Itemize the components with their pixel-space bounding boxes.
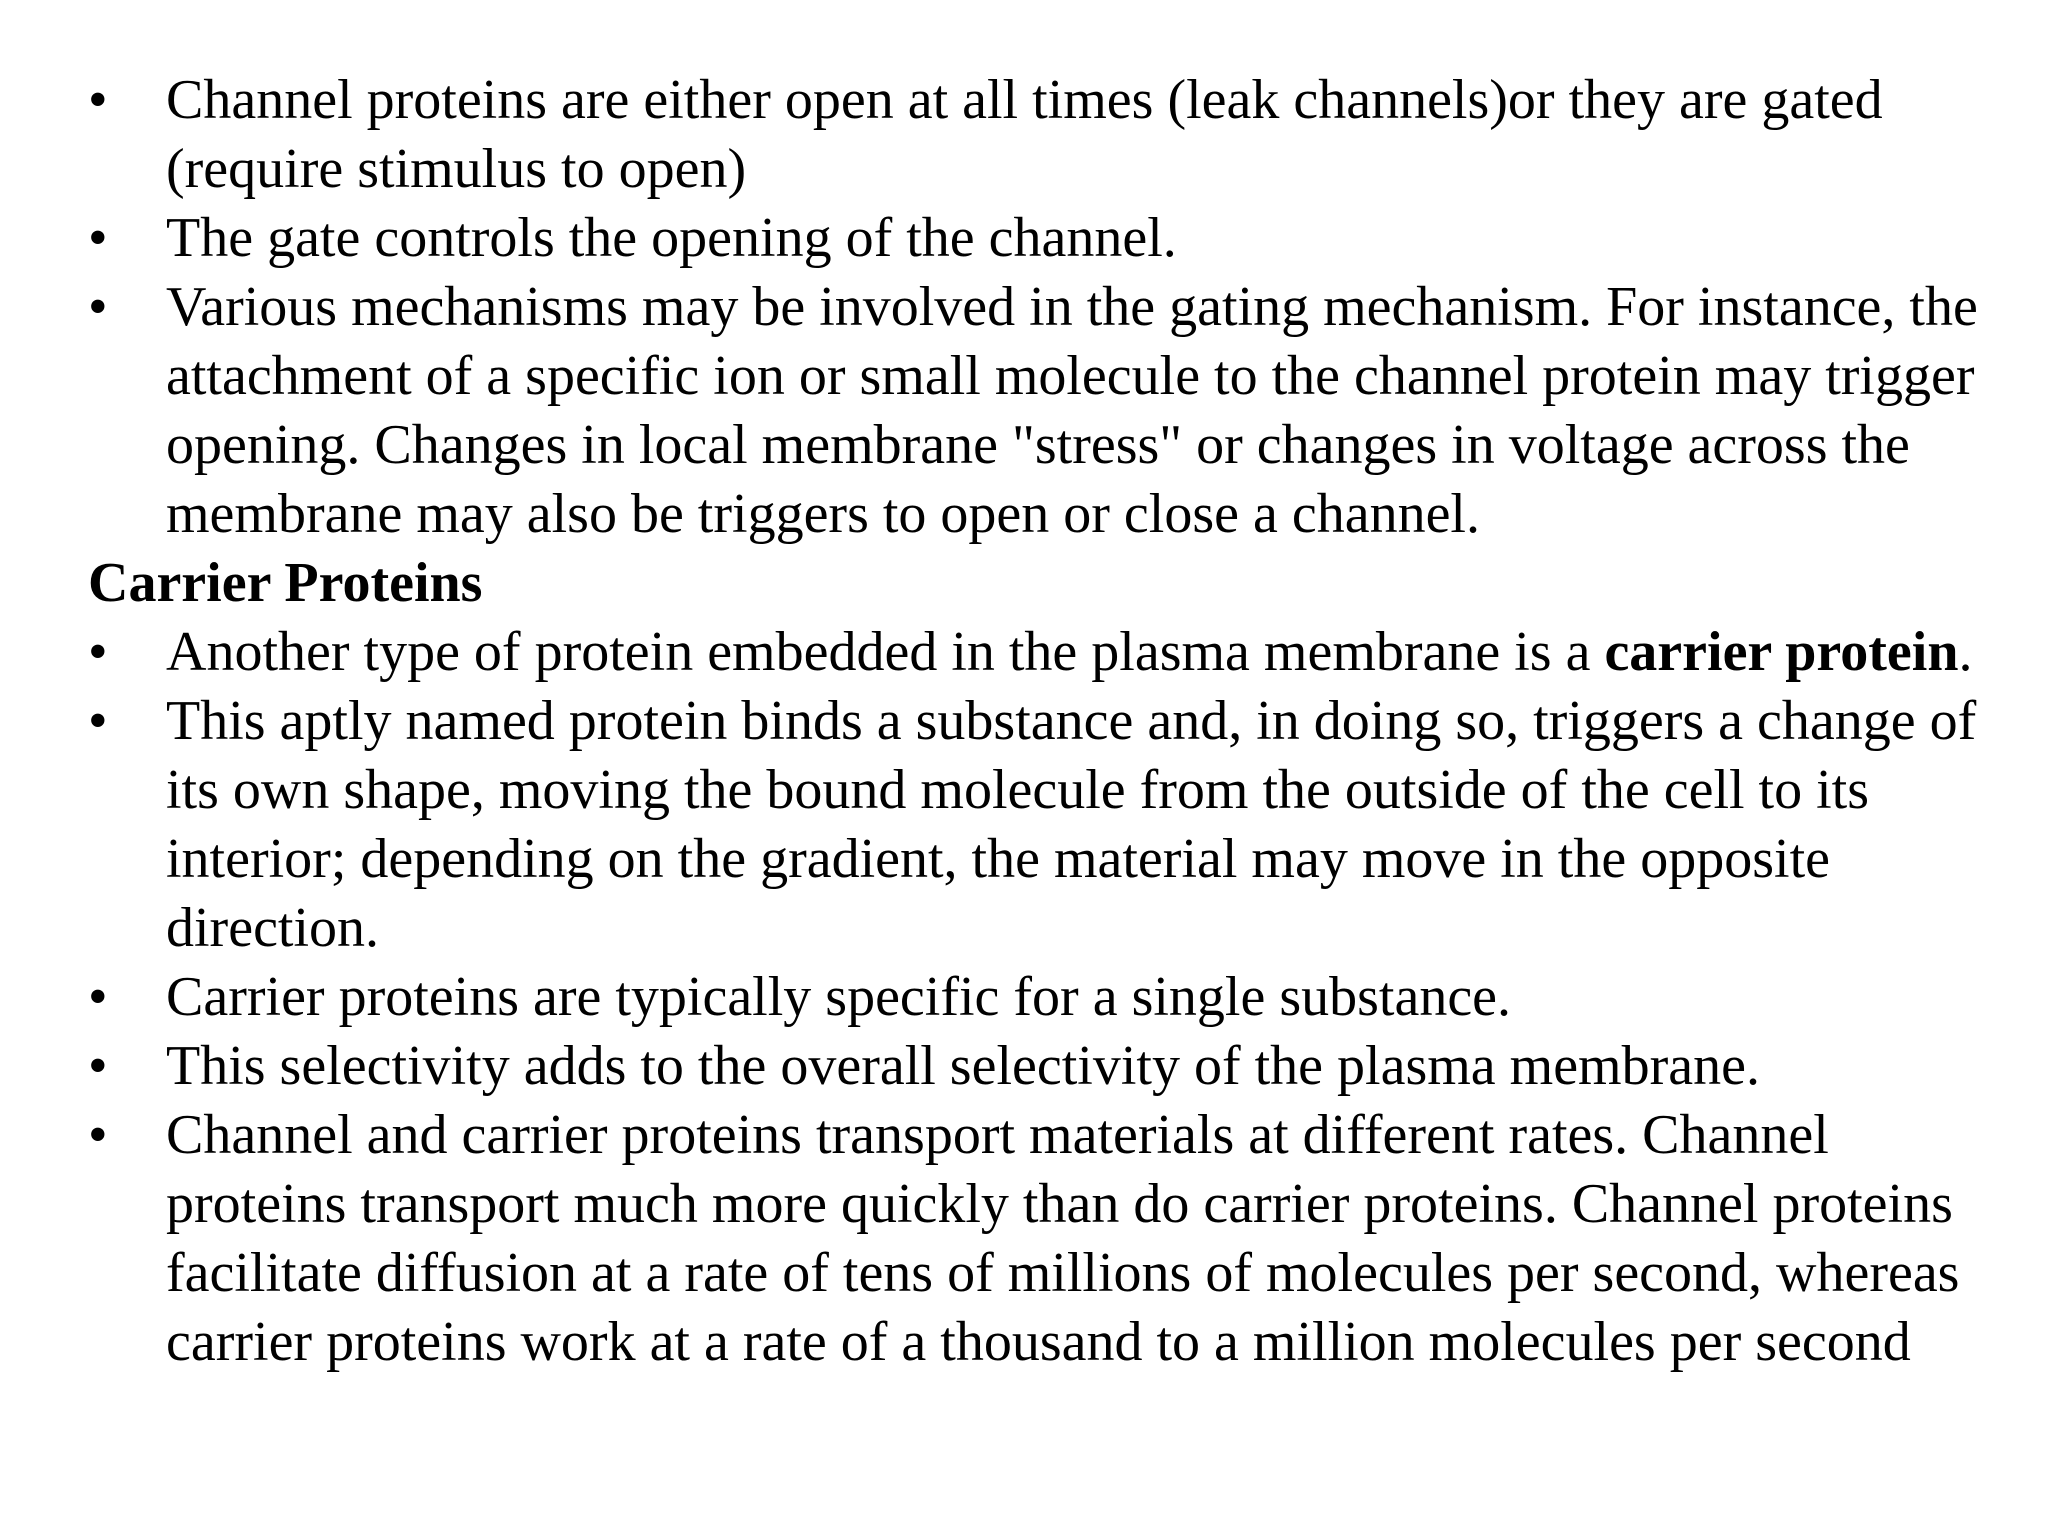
slide-body — [88, 66, 2018, 1377]
bullet-icon: • — [88, 1035, 108, 1097]
bullet-icon: • — [88, 276, 108, 338]
bullet-text-plain: Another type of protein embedded in the plasma membrane is a — [166, 621, 1605, 683]
bullet-item — [88, 963, 2018, 1032]
bullet-item — [88, 273, 2018, 549]
bullet-icon: • — [88, 207, 108, 269]
bullet-text: This aptly named protein binds a substance and, in doing so, triggers a change of its own shape, moving the bound molecule from the outside of the cell to its interior; depending on the gradient, the material may move in the opposite direction. — [166, 690, 1977, 959]
bullet-icon: • — [88, 1104, 108, 1166]
bullet-text: Channel proteins are either open at all times (leak channels)or they are gated (require stimulus to open) — [166, 69, 1883, 200]
bullet-item — [88, 1101, 2018, 1377]
bullet-icon: • — [88, 690, 108, 752]
bullet-item — [88, 618, 2018, 687]
bullet-text: Channel and carrier proteins transport materials at different rates. Channel proteins transport much more quickly than do carrier proteins. Channel proteins facilitate diffusion at a rate of tens of millions of molecules per second, whereas carrier proteins work at a rate of a thousand to a million molecules per second — [166, 1104, 1960, 1373]
bullet-text: Carrier proteins are typically specific for a single substance. — [166, 966, 1512, 1028]
bullet-item — [88, 204, 2018, 273]
bullet-text: The gate controls the opening of the channel. — [166, 207, 1177, 269]
bold-term: carrier protein — [1604, 621, 1959, 683]
bullet-text: This selectivity adds to the overall selectivity of the plasma membrane. — [166, 1035, 1760, 1097]
bullet-icon: • — [88, 966, 108, 1028]
bullet-text — [166, 621, 1972, 683]
section-heading: Carrier Proteins — [88, 552, 483, 614]
bullet-icon: • — [88, 621, 108, 683]
bullet-text: Various mechanisms may be involved in the gating mechanism. For instance, the attachment of a specific ion or small molecule to the channel protein may trigger opening. Changes in local membrane "stress" or changes in voltage across the membrane may also be triggers to open or close a channel. — [166, 276, 1978, 545]
bullet-item — [88, 687, 2018, 963]
bullet-icon: • — [88, 69, 108, 131]
bullet-item — [88, 66, 2018, 204]
bullet-text-end: . — [1958, 621, 1973, 683]
bullet-item — [88, 1032, 2018, 1101]
